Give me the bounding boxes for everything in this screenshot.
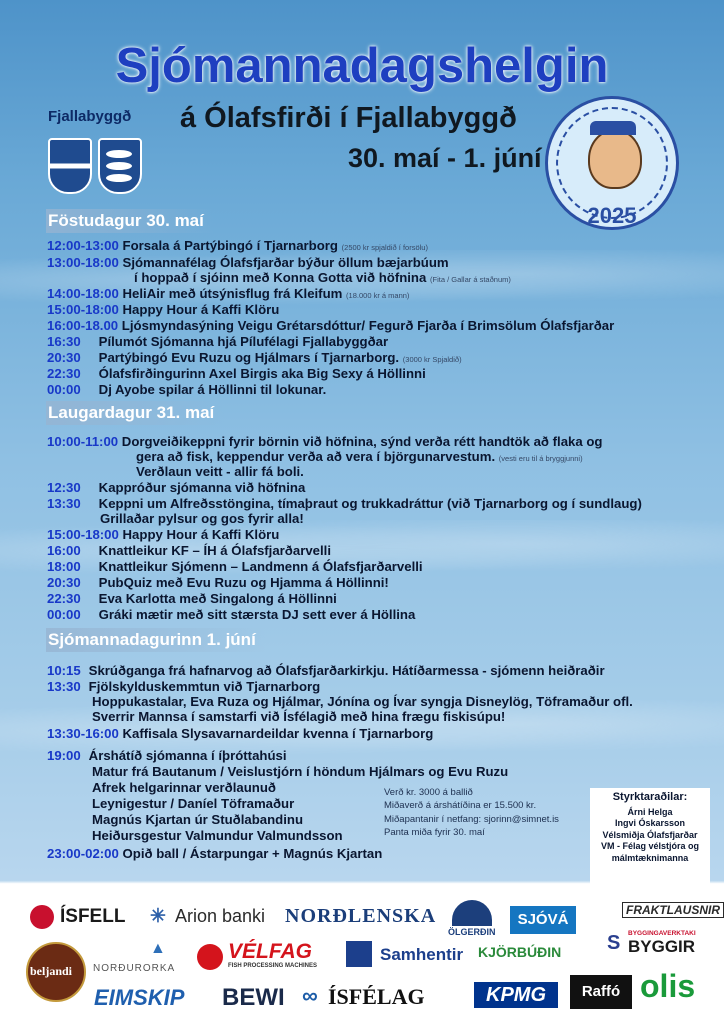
list-item: 16:00-18.00 Ljósmyndasýning Veigu Grétarsdóttur/ Fegurð Fjarða í Brimsölum Ólafsfjarðar: [47, 318, 615, 333]
list-item-continuation: Grillaðar pylsur og gos fyrir alla!: [100, 511, 304, 526]
isfelag-logo-icon: ∞: [302, 983, 318, 1008]
coat-of-arms-fish-icon: [98, 138, 142, 194]
poster-title: Sjómannadagshelgin: [115, 39, 609, 93]
byggir-logo-icon: S: [607, 932, 621, 954]
ticket-info: Verð kr. 3000 á ballið Miðaverð á árshátíðina er 15.500 kr. Miðapantanir í netfang: sjorinn@simnet.is Panta miða fyrir 30. maí: [384, 787, 559, 839]
nordurorka-logo-icon: ▲: [150, 940, 166, 957]
logo-bewi: BEWI: [222, 984, 285, 1011]
logo-kjorbudin: KJÖRBÚÐIN: [478, 944, 562, 960]
logo-eimskip: EIMSKIP: [94, 985, 185, 1010]
samhentir-logo-icon: [346, 941, 372, 967]
sponsors-box: Styrktaraðilar: Árni Helga Ingvi Óskarsson Vélsmiðja Ólafsfjarðar VM - Félag vélstjóra og málmtæknimanna: [590, 788, 710, 884]
velfag-logo-icon: [197, 944, 223, 970]
olgerdin-logo-icon: [452, 900, 492, 926]
logo-byggir: BYGGIR: [628, 937, 696, 956]
list-item: 22:30 Eva Karlotta með Singalong á Höllinni: [47, 591, 337, 606]
list-item: 12:00-13:00 Forsala á Partýbingó í Tjarnarborg (2500 kr spjaldið í forsölu): [47, 238, 428, 253]
list-item: 19:00 Árshátíð sjómanna í íþróttahúsi: [47, 748, 287, 763]
list-item: 12:30 Kappróður sjómanna við höfnina: [47, 480, 306, 495]
logo-arion: Arion banki: [175, 906, 266, 926]
list-item: 16:00 Knattleikur KF – ÍH á Ólafsfjarðarvelli: [47, 543, 331, 558]
list-item: 00:00 Dj Ayobe spilar á Höllinni til lokunar.: [47, 382, 327, 397]
list-item: 00:00 Gráki mætir með sitt stærsta DJ sett ever á Höllina: [47, 607, 416, 622]
subtitle-dates: 30. maí - 1. júní: [348, 143, 542, 173]
logo-sjova: SJÓVÁ: [510, 906, 576, 934]
list-item: 13:30 Fjölskylduskemmtun við Tjarnarborg: [47, 679, 321, 694]
list-item: 20:30 Partýbingó Evu Ruzu og Hjálmars í Tjarnarborg. (3000 kr Spjaldið): [47, 350, 462, 365]
list-item: 16:30 Pílumót Sjómanna hjá Pílufélagi Fjallabyggðar: [47, 334, 389, 349]
list-item: 22:30 Ólafsfirðingurinn Axel Birgis aka Big Sexy á Höllinni: [47, 366, 426, 381]
list-item-continuation: í hoppað í sjóinn með Konna Gotta við höfnina (Fita / Gallar á staðnum): [134, 270, 511, 285]
list-item-continuation: Afrek helgarinnar verðlaunuð: [92, 780, 276, 795]
logo-nordlenska: NORÐLENSKA: [285, 905, 437, 927]
list-item-continuation: Sverrir Mannsa í samstarfi við Ísfélagið með hina frægu fiskisúpu!: [92, 709, 506, 724]
logo-isfell: ÍSFELL: [60, 906, 126, 927]
festival-badge-logo: [545, 96, 679, 230]
list-item-continuation: gera að fisk, keppendur verða að vera í björgunarvestum. (vesti eru til á bryggjunni): [136, 449, 583, 464]
list-item-continuation: Matur frá Bautanum / Veislustjórn í höndum Hjálmars og Evu Ruzu: [92, 764, 509, 779]
list-item: 20:30 PubQuiz með Evu Ruzu og Hjamma á Höllinni!: [47, 575, 389, 590]
list-item-continuation: Verðlaun veitt - allir fá boli.: [136, 464, 304, 479]
list-item: 14:00-18:00 HeliAir með útsýnisflug frá Kleifum (18.000 kr á mann): [47, 286, 410, 301]
logo-kpmg: KPMG: [474, 982, 558, 1008]
logo-raffo: Raffó: [570, 975, 632, 1009]
coat-of-arms-ice-icon: [48, 138, 92, 194]
day-header-saturday: Laugardagur 31. maí: [46, 401, 224, 425]
logo-beljandi: beljandi: [30, 964, 73, 978]
logo-olis: olis: [640, 968, 696, 1004]
list-item-continuation: Magnús Kjartan úr Stuðlabandinu: [92, 812, 304, 827]
sponsors-heading: Styrktaraðilar:: [612, 791, 688, 803]
list-item: 13:30 Keppni um Alfreðsstöngina, tímaþraut og trukkadráttur (við Tjarnarborg og í sundlaug): [47, 496, 642, 511]
logo-velfag-sub: FISH PROCESSING MACHINES: [228, 963, 318, 969]
list-item: 10:15 Skrúðganga frá hafnarvog að Ólafsfjarðarkirkju. Hátíðarmessa - sjómenn heiðraðir: [47, 663, 605, 678]
logo-nordurorka: NORÐURORKA: [93, 963, 176, 974]
list-item: 15:00-18:00 Happy Hour á Kaffi Klöru: [47, 302, 280, 317]
list-item: 10:00-11:00 Dorgveiðikeppni fyrir börnin við höfnina, sýnd verða rétt handtök að flaka og: [47, 434, 603, 449]
municipality-name: Fjallabyggð: [48, 108, 132, 125]
logo-fraktlausnir: FRAKTLAUSNIR: [622, 902, 724, 918]
arion-logo-icon: ✳: [150, 906, 166, 927]
list-item-continuation: Heiðursgestur Valmundur Valmundsson: [92, 828, 343, 843]
isfell-logo-icon: [30, 905, 54, 929]
day-header-friday: Föstudagur 30. maí: [46, 209, 214, 233]
logo-isfelag: ÍSFÉLAG: [328, 984, 425, 1009]
list-item-continuation: Hoppukastalar, Eva Ruza og Hjálmar, Jónína og Ívar syngja Disneylög, Töframaður ofl.: [92, 694, 633, 709]
list-item: 15:00-18:00 Happy Hour á Kaffi Klöru: [47, 527, 280, 542]
list-item-continuation: Leynigestur / Daníel Töframaður: [92, 796, 295, 811]
day-header-sunday: Sjómannadagurinn 1. júní: [46, 628, 266, 652]
badge-year: 2025: [587, 203, 637, 228]
list-item: 23:00-02:00 Opið ball / Ástarpungar + Magnús Kjartan: [47, 846, 383, 861]
list-item: 13:30-16:00 Kaffisala Slysavarnardeildar kvenna í Tjarnarborg: [47, 726, 434, 741]
subtitle-location: á Ólafsfirði í Fjallabyggð: [180, 102, 517, 134]
logo-olgerdin: ÖLGERÐIN: [448, 927, 496, 937]
list-item: 13:00-18:00 Sjómannafélag Ólafsfjarðar býður öllum bæjarbúum: [47, 255, 449, 270]
logo-velfag: VÉLFAG: [228, 940, 313, 963]
list-item: 18:00 Knattleikur Sjómenn – Landmenn á Ólafsfjarðarvelli: [47, 559, 423, 574]
logo-byggingaverktaki: BYGGINGAVERKTAKI: [628, 930, 696, 937]
sailor-mascot-icon: [588, 129, 642, 189]
logo-samhentir: Samhentir: [380, 945, 464, 964]
